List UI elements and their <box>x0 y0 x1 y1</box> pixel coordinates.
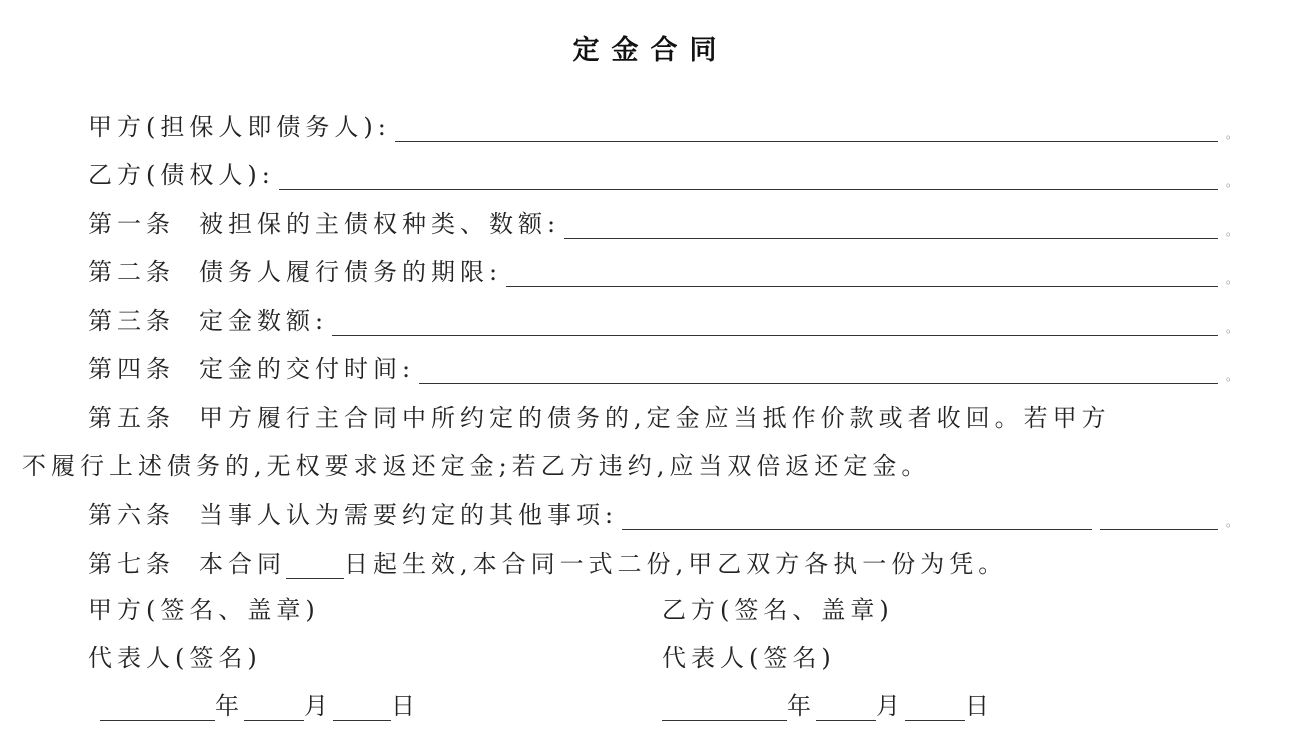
field-label: 定金的交付时间: <box>199 355 416 383</box>
article-6-blank-2[interactable] <box>1100 503 1218 530</box>
party-b-signature: 乙方(签名、盖章) <box>662 596 894 624</box>
month-blank[interactable] <box>816 696 876 721</box>
month-blank[interactable] <box>244 696 304 721</box>
party-a-signature: 甲方(签名、盖章) <box>88 596 320 624</box>
party-a-representative: 代表人(签名) <box>88 644 262 672</box>
year-blank[interactable] <box>100 696 215 721</box>
article-label: 第七条 <box>88 550 175 578</box>
effective-date-blank[interactable] <box>286 554 344 579</box>
article-4-field: 第四条 定金的交付时间: 。 <box>88 350 1238 384</box>
article-6-field: 第六条 当事人认为需要约定的其他事项: 。 <box>88 496 1238 530</box>
party-b-date: 年 月 日 <box>662 686 994 721</box>
article-2-blank[interactable] <box>506 260 1218 287</box>
article-4-blank[interactable] <box>419 357 1218 384</box>
field-label: 当事人认为需要约定的其他事项: <box>199 501 619 529</box>
field-label: 乙方(债权人): <box>88 161 275 189</box>
field-label: 甲方(担保人即债务人): <box>88 113 391 141</box>
party-a-blank[interactable] <box>395 115 1218 142</box>
party-b-blank[interactable] <box>279 163 1218 190</box>
article-1-field: 第一条 被担保的主债权种类、数额: 。 <box>88 205 1238 239</box>
article-label: 第六条 <box>88 501 175 529</box>
party-b-representative: 代表人(签名) <box>662 644 836 672</box>
article-3-field: 第三条 定金数额: 。 <box>88 302 1238 336</box>
article-label: 第五条 <box>88 404 175 432</box>
year-blank[interactable] <box>662 696 787 721</box>
party-a-field: 甲方(担保人即债务人): 。 <box>88 108 1238 142</box>
article-7: 第七条 本合同 日起生效,本合同一式二份,甲乙双方各执一份为凭。 <box>88 550 1008 578</box>
article-5-line-1 <box>88 398 1111 433</box>
article-label: 第一条 <box>88 210 175 238</box>
field-label: 定金数额: <box>199 307 329 335</box>
article-2-field: 第二条 债务人履行债务的期限: 。 <box>88 253 1238 287</box>
day-blank[interactable] <box>905 696 965 721</box>
article-1-blank[interactable] <box>564 212 1218 239</box>
party-b-field: 乙方(债权人): 。 <box>88 156 1238 190</box>
day-blank[interactable] <box>333 696 391 721</box>
field-label: 债务人履行债务的期限: <box>199 258 503 286</box>
article-5-line-2: 不履行上述债务的,无权要求返还定金;若乙方违约,应当双倍返还定金。 <box>22 452 931 480</box>
document-title: 定金合同 <box>572 35 729 66</box>
party-a-date: 年 月 日 <box>100 686 420 721</box>
article-label: 第二条 <box>88 258 175 286</box>
article-label: 第三条 <box>88 307 175 335</box>
article-label: 第四条 <box>88 355 175 383</box>
field-label: 被担保的主债权种类、数额: <box>199 210 561 238</box>
article-6-blank[interactable] <box>622 503 1092 530</box>
article-3-blank[interactable] <box>332 309 1218 336</box>
article-text: 甲方履行主合同中所约定的债务的,定金应当抵作价款或者收回。若甲方 <box>199 404 1111 432</box>
